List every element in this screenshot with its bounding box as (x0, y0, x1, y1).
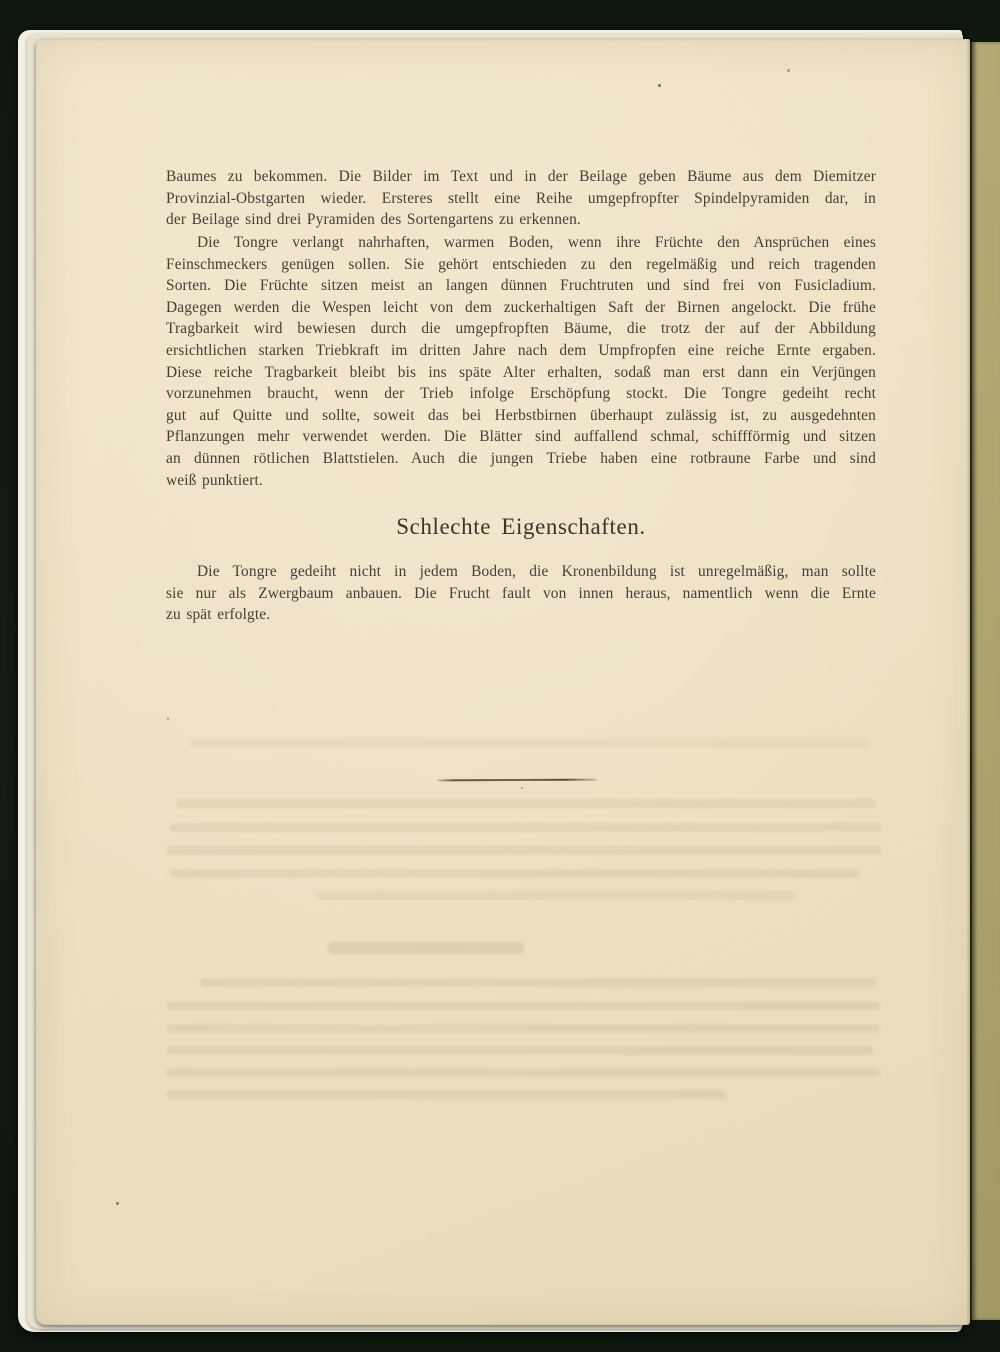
bleedthrough-line (200, 978, 876, 987)
text-line: an dünnen rötlichen Blattstielen. Auch die jungen Triebe haben eine rotbraune Farbe und sind (166, 449, 876, 467)
ink-speck (787, 69, 790, 72)
text-line: sie nur als Zwergbaum anbauen. Die Frucht fault von innen heraus, namentlich wenn die Ernte (166, 584, 876, 602)
bleedthrough-heading (328, 942, 524, 954)
paragraph (166, 232, 876, 491)
bleedthrough-line (190, 738, 870, 747)
bleedthrough-line (166, 1068, 880, 1077)
text-line: Feinschmeckers genügen sollen. Sie gehört entschieden zu den regelmäßig und reich tragenden (166, 255, 876, 273)
bleedthrough-line (166, 1090, 726, 1099)
bleedthrough-line (166, 1046, 874, 1055)
paragraph (166, 166, 876, 231)
section-heading: Schlechte Eigenschaften. (396, 514, 646, 539)
ink-speck (521, 787, 523, 789)
text-line: Diese reiche Tragbarkeit bleibt bis ins späte Alter erhalten, sodaß man erst dann ein Verjüngen (166, 363, 876, 381)
text-line: Die Tongre verlangt nahrhaften, warmen Boden, wenn ihre Früchte den Ansprüchen eines (197, 234, 876, 251)
text-line: Dagegen werden die Wespen leicht von dem zuckerhaltigen Saft der Birnen angelockt. Die frühe (166, 298, 876, 316)
text-line: Tragbarkeit wird bewiesen durch die umgepfropften Bäume, die trotz der auf der Abbildung (166, 320, 876, 338)
text-line: Pflanzungen mehr verwendet werden. Die Blätter sind auffallend schmal, schiffförmig und sitzen (166, 428, 876, 446)
next-page-edge (972, 42, 1000, 1320)
text-line: Provinzial-Obstgarten wieder. Ersteres stellt eine Reihe umgepfropfter Spindelpyramiden dar, in (166, 189, 876, 207)
bleedthrough-line (166, 1001, 880, 1010)
text-line: ersichtlichen starken Triebkraft im dritten Jahre nach dem Umpfropfen eine reiche Ernte ergaben. (166, 341, 876, 359)
paragraph (166, 561, 876, 626)
text-line: Baumes zu bekommen. Die Bilder im Text und in der Beilage geben Bäume aus dem Diemitzer (166, 168, 876, 185)
bleedthrough-line (166, 846, 882, 855)
ink-speck (167, 718, 169, 720)
text-line: gut auf Quitte und sollte, soweit das bei Herbstbirnen überhaupt zulässig ist, zu ausgedehnten (166, 406, 876, 424)
ink-speck (116, 1202, 119, 1205)
bleedthrough-line (170, 869, 860, 878)
section-divider (437, 779, 597, 782)
text-line: zu spät erfolgte. (166, 606, 271, 624)
bleedthrough-line (176, 799, 876, 808)
bleedthrough-line (170, 823, 882, 832)
bleedthrough-line (166, 1024, 880, 1033)
text-line: der Beilage sind drei Pyramiden des Sortengartens zu erkennen. (166, 211, 581, 229)
text-line: Die Tongre gedeiht nicht in jedem Boden, die Kronenbildung ist unregelmäßig, man sollte (197, 563, 876, 580)
text-line: weiß punktiert. (166, 471, 263, 489)
ink-speck (658, 84, 661, 87)
text-line: vorzunehmen braucht, wenn der Trieb infolge Erschöpfung stockt. Die Tongre gedeiht recht (166, 385, 876, 403)
text-line: Sorten. Die Früchte sitzen meist an langen dünnen Fruchtruten und sind frei von Fusicladium. (166, 277, 876, 295)
book-page (36, 39, 970, 1325)
bleedthrough-line (316, 891, 796, 900)
